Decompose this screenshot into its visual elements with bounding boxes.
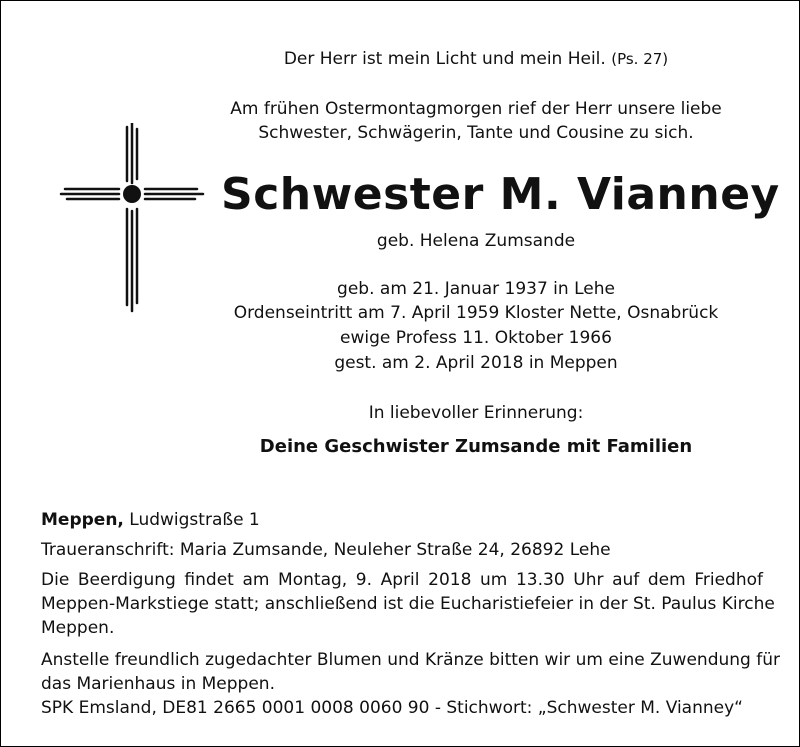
birth-name: geb. Helena Zumsande: [376, 231, 576, 251]
life-date-death: gest. am 2. April 2018 in Meppen: [334, 353, 618, 373]
place-name: Meppen,: [41, 510, 124, 530]
psalm-reference: (Ps. 27): [611, 50, 669, 68]
donation-line-2: das Marienhaus in Meppen.: [41, 674, 275, 694]
funeral-line-3: Meppen.: [41, 618, 115, 638]
life-date-profession: ewige Profess 11. Oktober 1966: [340, 328, 612, 348]
deceased-name: Schwester M. Vianney: [221, 169, 780, 220]
psalm-text: Der Herr ist mein Licht und mein Heil.: [283, 49, 606, 69]
donation-line-1: Anstelle freundlich zugedachter Blumen und Kränze bitten wir um eine Zuwendung für: [41, 650, 780, 670]
intro-line-2: Schwester, Schwägerin, Tante und Cousine zu sich.: [258, 123, 694, 143]
psalm-line: [241, 47, 711, 71]
life-date-birth: geb. am 21. Januar 1937 in Lehe: [337, 279, 615, 299]
mourning-address: Traueranschrift: Maria Zumsande, Neuleher Straße 24, 26892 Lehe: [41, 540, 611, 560]
place-line: [41, 509, 763, 531]
signers: Deine Geschwister Zumsande mit Familien: [259, 436, 693, 457]
street-address: Ludwigstraße 1: [129, 510, 260, 530]
funeral-line-1: Die Beerdigung findet am Montag, 9. April 2018 um 13.30 Uhr auf dem Friedhof: [41, 570, 763, 590]
cross-icon: [57, 123, 207, 313]
bank-details: SPK Emsland, DE81 2665 0001 0008 0060 90 - Stichwort: „Schwester M. Vianney“: [41, 698, 743, 718]
memory-intro: In liebevoller Erinnerung:: [368, 403, 584, 423]
intro-line-1: Am frühen Ostermontagmorgen rief der Herr unsere liebe: [230, 99, 722, 119]
life-date-entry: Ordenseintritt am 7. April 1959 Kloster Nette, Osnabrück: [233, 303, 719, 323]
funeral-line-2: Meppen-Markstiege statt; anschließend ist die Eucharistiefeier in der St. Paulus Kirche: [41, 594, 775, 614]
